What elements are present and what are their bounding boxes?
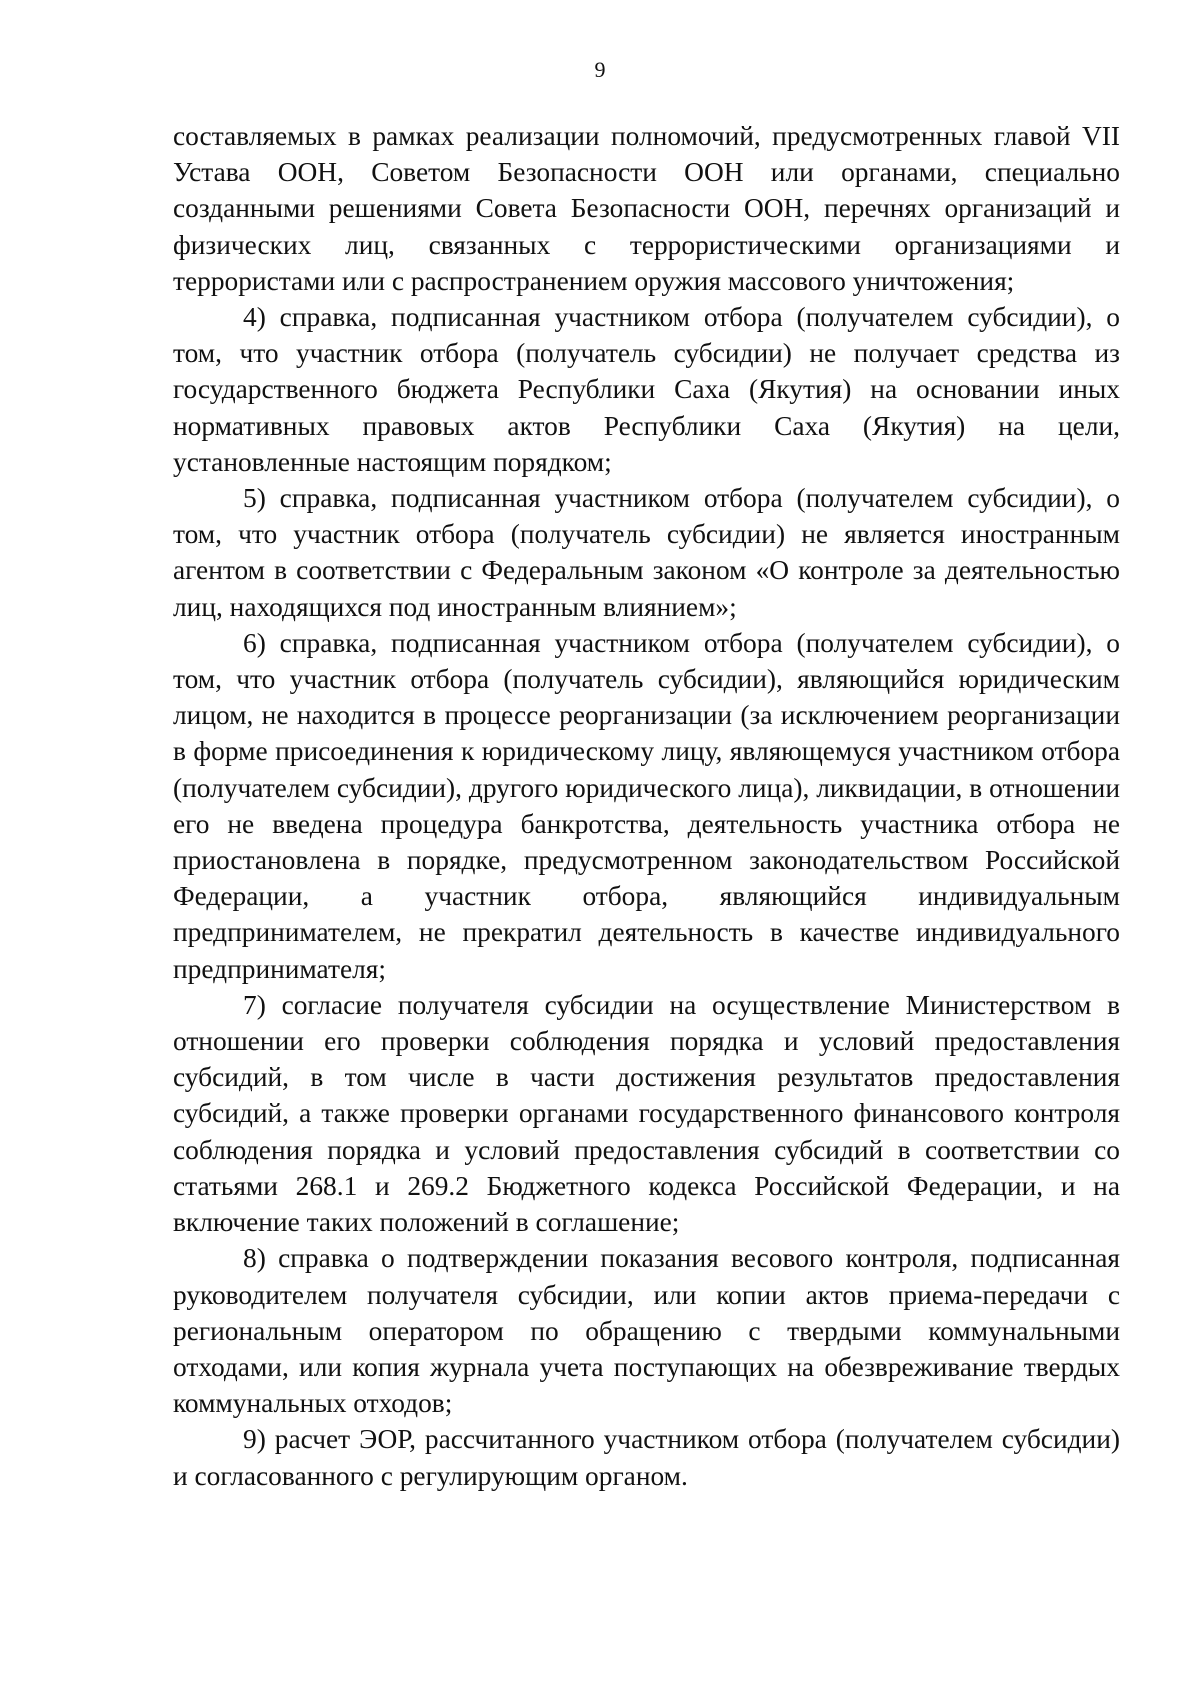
paragraph-item-9: 9) расчет ЭОР, рассчитанного участником отбора (получателем субсидии) и согласованного с регулирующим органом. xyxy=(173,1424,1120,1491)
paragraph-item-6: 6) справка, подписанная участником отбора (получателем субсидии), о том, что участник отбора (получатель субсидии), являющийся юридическим лицом, не находится в процессе реорганизации (за исключением реорганизации в форме присоединения к юридическому лицу, являющемуся участником отбора (получателем субсидии), другого юридического лица), ликвидации, в отношении его не введена процедура банкротства, деятельность участника отбора не приостановлена в порядке, предусмотренном законодательством Российской Федерации, а участник отбора, являющийся индивидуальным предпринимателем, не прекратил деятельность в качестве индивидуального предпринимателя; xyxy=(173,627,1120,984)
document-body xyxy=(173,118,1120,1494)
paragraph-item-5: 5) справка, подписанная участником отбора (получателем субсидии), о том, что участник отбора (получатель субсидии) не является иностранным агентом в соответствии с Федеральным законом «О контроле за деятельностью лиц, находящихся под иностранным влиянием»; xyxy=(173,483,1120,622)
page-number: 9 xyxy=(594,57,606,82)
paragraph-item-7: 7) согласие получателя субсидии на осуществление Министерством в отношении его проверки соблюдения порядка и условий предоставления субсидий, в том числе в части достижения результатов предоставления субсидий, а также проверки органами государственного финансового контроля соблюдения порядка и условий предоставления субсидий в соответствии со статьями 268.1 и 269.2 Бюджетного кодекса Российской Федерации, и на включение таких положений в соглашение; xyxy=(173,989,1120,1238)
paragraph-continuation: составляемых в рамках реализации полномочий, предусмотренных главой VII Устава ООН, Советом Безопасности ООН или органами, специально созданными решениями Совета Безопасности ООН, перечнях организаций и физических лиц, связанных с террористическими организациями и террористами или с распространением оружия массового уничтожения; xyxy=(173,121,1120,296)
paragraph-item-8: 8) справка о подтверждении показания весового контроля, подписанная руководителем получателя субсидии, или копии актов приема-передачи с региональным оператором по обращению с твердыми коммунальными отходами, или копия журнала учета поступающих на обезвреживание твердых коммунальных отходов; xyxy=(173,1243,1120,1419)
paragraph-item-4: 4) справка, подписанная участником отбора (получателем субсидии), о том, что участник отбора (получатель субсидии) не получает средства из государственного бюджета Республики Саха (Якутия) на основании иных нормативных правовых актов Республики Саха (Якутия) на цели, установленные настоящим порядком; xyxy=(173,302,1120,477)
